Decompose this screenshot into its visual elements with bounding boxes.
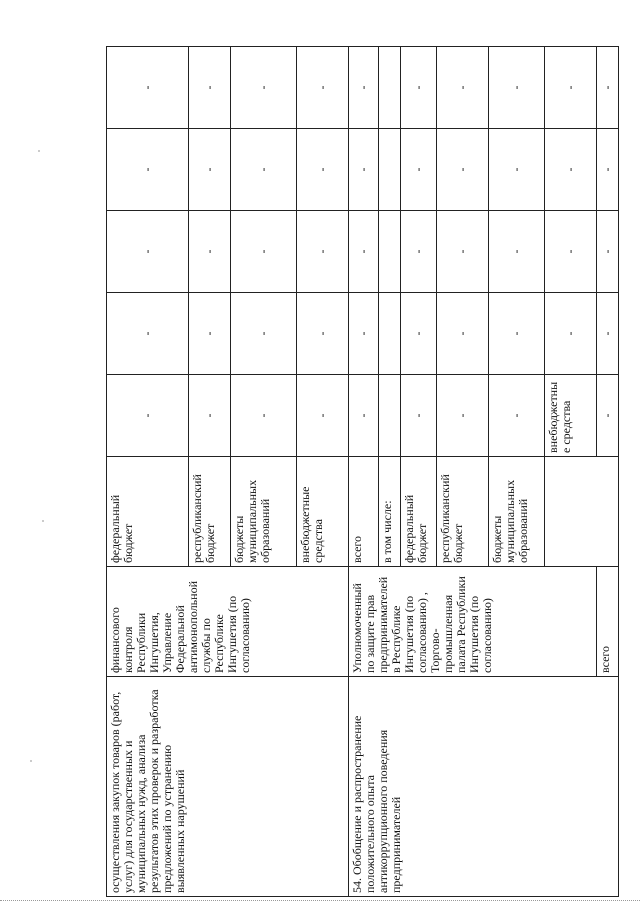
- value-cell: -: [437, 47, 489, 129]
- value-cell: -: [597, 211, 619, 293]
- source-cell: всего: [597, 567, 619, 677]
- value-cell: -: [189, 47, 231, 129]
- source-cell: всего: [349, 457, 379, 567]
- value-cell: -: [597, 47, 619, 129]
- value-cell: [379, 211, 401, 293]
- value-cell: -: [401, 47, 437, 129]
- table-row: [107, 47, 189, 897]
- source-cell: бюджеты муниципальных образований: [489, 457, 545, 567]
- scan-speck: [30, 760, 32, 762]
- value-cell: -: [349, 375, 379, 457]
- value-cell: -: [597, 375, 619, 457]
- activity-cell: 54. Обобщение и распространение положительного опыта антикоррупционного поведения предпринимателей: [349, 677, 619, 897]
- value-cell: -: [597, 293, 619, 375]
- value-cell: -: [349, 211, 379, 293]
- value-cell: -: [189, 211, 231, 293]
- document-page: [106, 47, 614, 897]
- value-cell: -: [231, 375, 297, 457]
- value-cell: -: [231, 47, 297, 129]
- value-cell: -: [297, 211, 349, 293]
- value-cell: -: [437, 375, 489, 457]
- value-cell: -: [107, 211, 189, 293]
- value-cell: [379, 293, 401, 375]
- value-cell: -: [107, 129, 189, 211]
- value-cell: -: [489, 211, 545, 293]
- program-table: [106, 46, 619, 897]
- value-cell: -: [545, 129, 597, 211]
- source-cell: республиканский бюджет: [437, 457, 489, 567]
- source-cell: внебюджетные средства: [297, 457, 349, 567]
- value-cell: -: [401, 129, 437, 211]
- value-cell: -: [597, 129, 619, 211]
- value-cell: [379, 129, 401, 211]
- value-cell: -: [107, 375, 189, 457]
- value-cell: -: [545, 47, 597, 129]
- value-cell: -: [107, 47, 189, 129]
- value-cell: -: [297, 375, 349, 457]
- value-cell: -: [189, 129, 231, 211]
- value-cell: -: [189, 375, 231, 457]
- value-cell: -: [489, 47, 545, 129]
- table-row: [349, 47, 379, 897]
- source-cell: внебюджетные средства: [545, 375, 597, 457]
- value-cell: -: [231, 293, 297, 375]
- value-cell: -: [297, 293, 349, 375]
- value-cell: [379, 47, 401, 129]
- scan-edge-line: [0, 900, 640, 902]
- executor-cell-empty: [545, 457, 619, 567]
- value-cell: -: [489, 375, 545, 457]
- value-cell: -: [231, 129, 297, 211]
- executor-cell: финансового контроля Республики Ингушетия, Управление Федеральной антимонопольной службы по Республике Ингушетия (по согласованию): [107, 567, 349, 677]
- value-cell: -: [401, 211, 437, 293]
- executor-cell: Уполномоченный по защите прав предпринимателей в Республике Ингушетия (по согласованию) , Торгово-промышленная палата Республики Ингушетия (по согласованию): [349, 567, 597, 677]
- value-cell: -: [545, 211, 597, 293]
- scan-speck: [38, 150, 40, 152]
- value-cell: -: [401, 293, 437, 375]
- value-cell: -: [107, 293, 189, 375]
- value-cell: -: [437, 129, 489, 211]
- source-cell: республиканский бюджет: [189, 457, 231, 567]
- value-cell: -: [437, 211, 489, 293]
- value-cell: -: [349, 47, 379, 129]
- value-cell: -: [401, 375, 437, 457]
- value-cell: -: [349, 293, 379, 375]
- source-cell: бюджеты муниципальных образований: [231, 457, 297, 567]
- value-cell: -: [297, 47, 349, 129]
- value-cell: -: [545, 293, 597, 375]
- source-cell: федеральный бюджет: [401, 457, 437, 567]
- value-cell: -: [489, 293, 545, 375]
- value-cell: [379, 375, 401, 457]
- value-cell: -: [437, 293, 489, 375]
- activity-cell: осуществления закупок товаров (работ, услуг) для государственных и муниципальных нужд, анализа результатов этих проверок и разработка предложений по устранению выявленных нарушений: [107, 677, 349, 897]
- value-cell: -: [231, 211, 297, 293]
- value-cell: -: [489, 129, 545, 211]
- value-cell: -: [297, 129, 349, 211]
- source-cell: федеральный бюджет: [107, 457, 189, 567]
- source-cell: в том числе:: [379, 457, 401, 567]
- scan-speck: [42, 520, 44, 522]
- rotated-sheet: [106, 47, 614, 897]
- value-cell: -: [189, 293, 231, 375]
- value-cell: -: [349, 129, 379, 211]
